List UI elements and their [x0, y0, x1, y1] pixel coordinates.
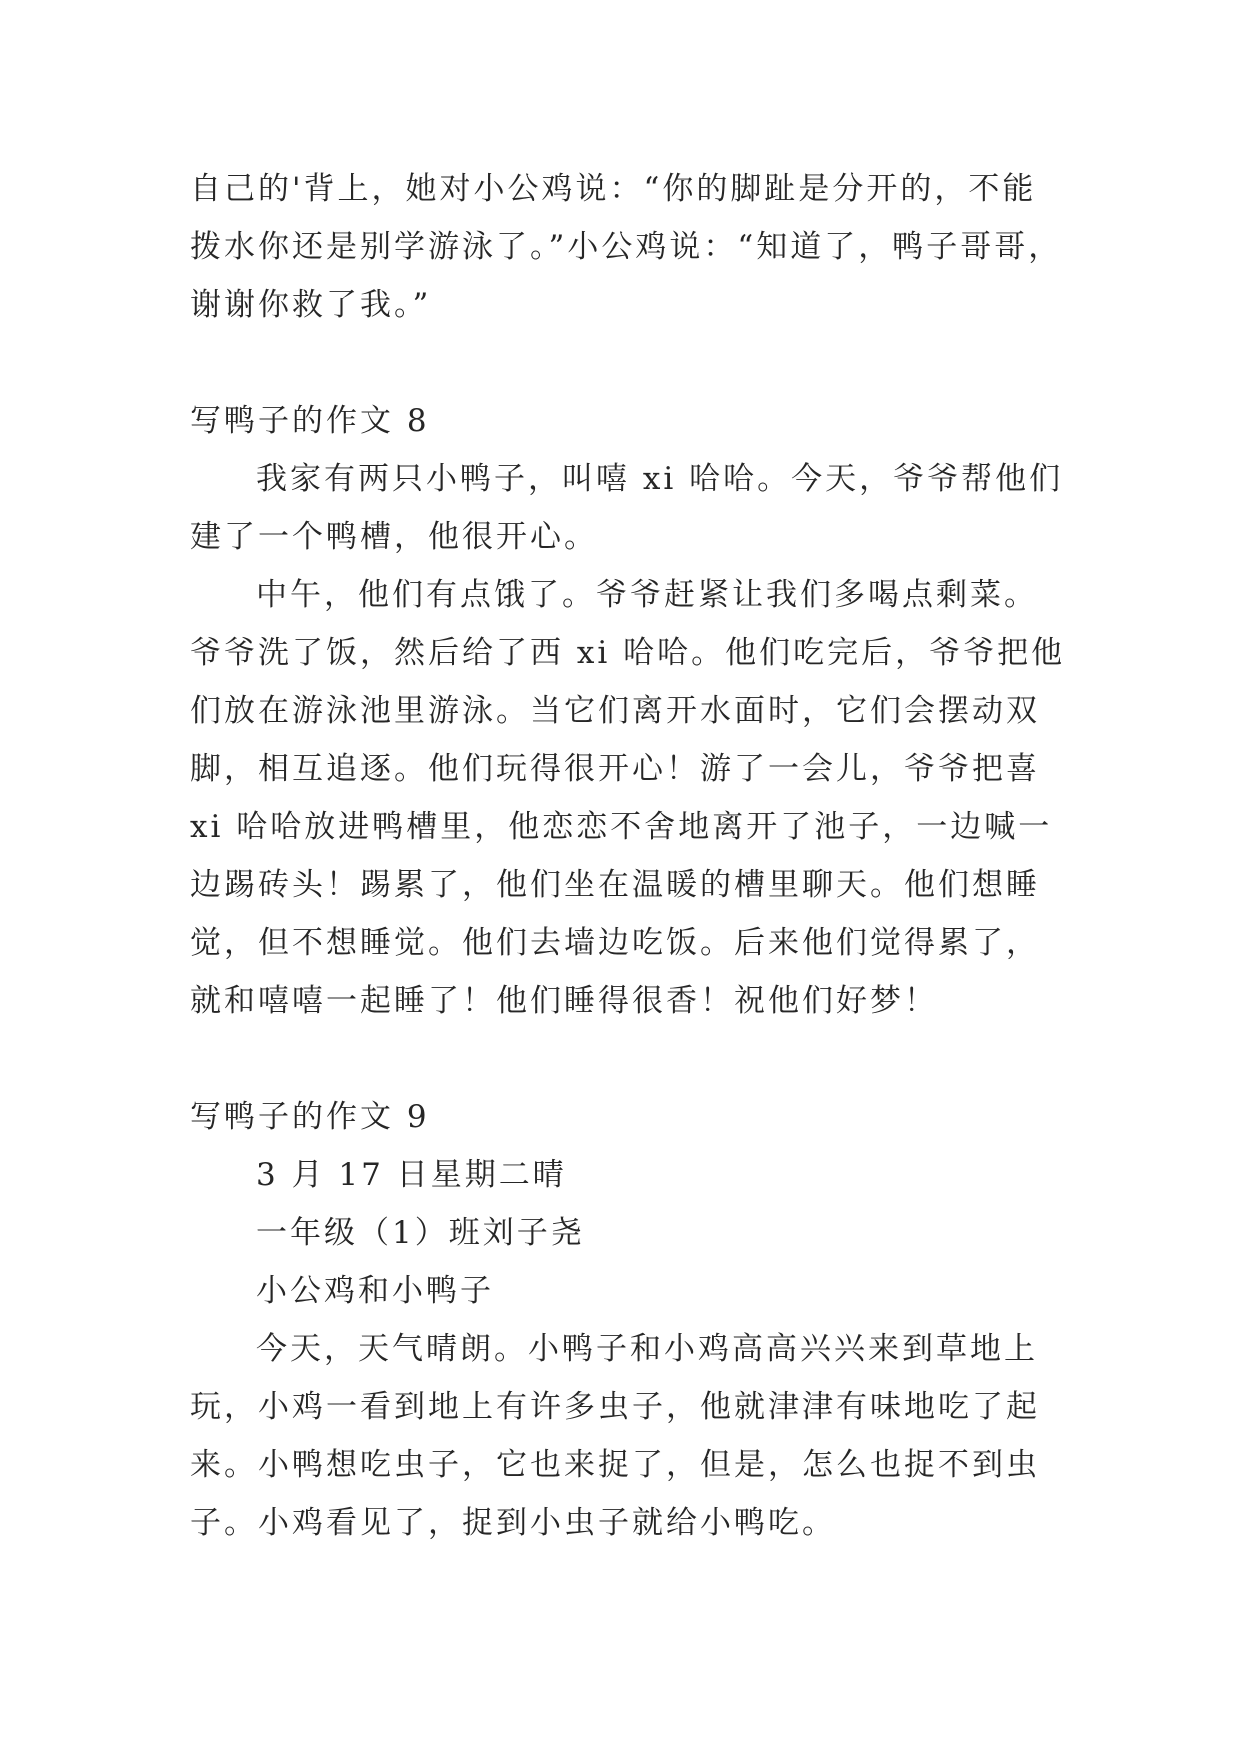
section-9-date: 3 月 17 日星期二晴 [256, 1157, 567, 1193]
section-9-title: 写鸭子的作文 9 [190, 1099, 430, 1135]
section-gap [190, 334, 1070, 392]
document-body [190, 160, 1070, 1552]
section-9-story-title: 小公鸡和小鸭子 [256, 1273, 494, 1309]
section-8-title: 写鸭子的作文 8 [190, 403, 430, 439]
section-gap [190, 1030, 1070, 1088]
section-9-paragraph-1: 今天，天气晴朗。小鸭子和小鸡高高兴兴来到草地上玩，小鸡一看到地上有许多虫子，他就津津有味地吃了起来。小鸭想吃虫子，它也来捉了，但是，怎么也捉不到虫子。小鸡看见了，捉到小虫子就给小鸭吃。 [190, 1331, 1040, 1541]
section-8-paragraph-2: 中午，他们有点饿了。爷爷赶紧让我们多喝点剩菜。爷爷洗了饭，然后给了西 xi 哈哈。他们吃完后，爷爷把他们放在游泳池里游泳。当它们离开水面时，它们会摆动双脚，相互追逐。他们玩得很开心！游了一会儿，爷爷把喜 xi 哈哈放进鸭槽里，他恋恋不舍地离开了池子，一边喊一边踢砖头！踢累了，他们坐在温暖的槽里聊天。他们想睡觉，但不想睡觉。他们去墙边吃饭。后来他们觉得累了，就和嘻嘻一起睡了！他们睡得很香！祝他们好梦！ [190, 577, 1066, 1019]
section-8-paragraph-1: 我家有两只小鸭子，叫嘻 xi 哈哈。今天，爷爷帮他们建了一个鸭槽，他很开心。 [190, 461, 1064, 555]
continued-paragraph: 自己的'背上，她对小公鸡说：“你的脚趾是分开的，不能拨水你还是别学游泳了。”小公鸡说：“知道了，鸭子哥哥，谢谢你救了我。” [190, 171, 1063, 323]
section-9-author: 一年级（1）班刘子尧 [256, 1215, 585, 1251]
